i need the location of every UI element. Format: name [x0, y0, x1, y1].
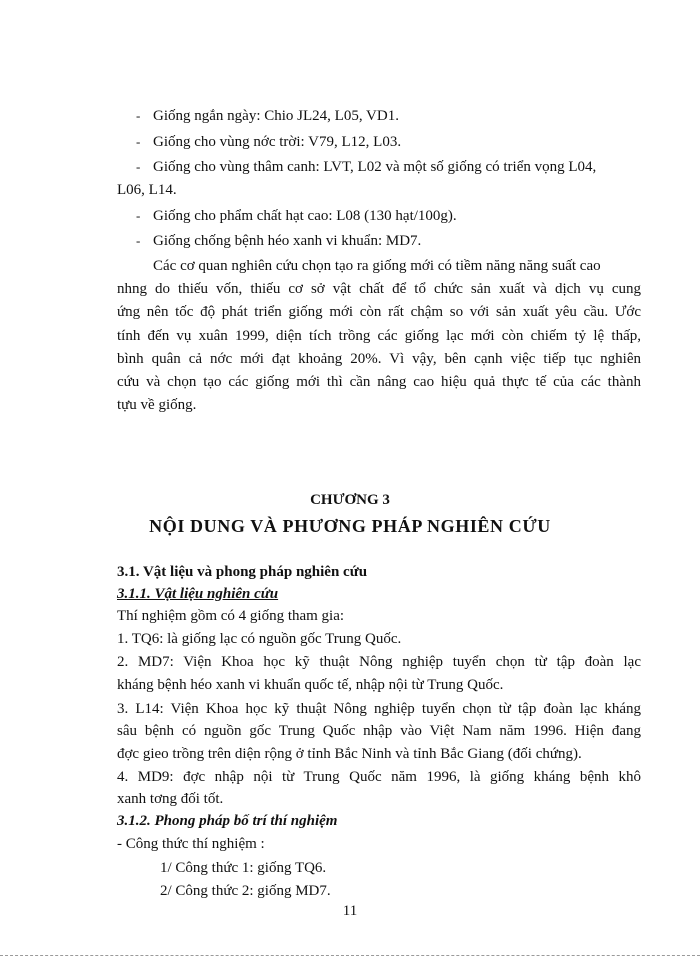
list-item-line: 2. MD7: Viện Khoa học kỹ thuật Nông nghiệp tuyển chọn từ tập đoàn lạc [117, 654, 641, 670]
chapter-title: NỘI DUNG VÀ PHƯƠNG PHÁP NGHIÊN CỨU [149, 516, 551, 536]
formula-item: 2/ Công thức 2: giống MD7. [160, 883, 331, 899]
bullet-text: Giống cho vùng thâm canh: LVT, L02 và một số giống có triển vọng L04, [153, 159, 597, 175]
page-bottom-divider [0, 955, 700, 956]
subsection-heading: 3.1.1. Vật liệu nghiên cứu [117, 586, 279, 602]
bullet-text: Giống cho vùng nớc trời: V79, L12, L03. [153, 134, 402, 150]
bullet-marker: - [136, 208, 141, 223]
bullet-marker: - [136, 159, 141, 174]
paragraph-line: nhng do thiếu vốn, thiếu cơ sở vật chất để tổ chức sản xuất và dịch vụ cung [117, 281, 641, 297]
paragraph-line: tựu về giống. [117, 397, 197, 413]
bullet-marker: - [136, 108, 141, 123]
paragraph-line: cứu và chọn tạo các giống mới thì cần nâng cao hiệu quả thực tế của các thành [117, 374, 641, 390]
section-heading: 3.1. Vật liệu và phong pháp nghiên cứu [117, 564, 368, 580]
list-item: 1. TQ6: là giống lạc có nguồn gốc Trung Quốc. [117, 631, 402, 647]
bullet-text: Giống chống bệnh héo xanh vi khuẩn: MD7. [153, 233, 422, 249]
paragraph-line: Các cơ quan nghiên cứu chọn tạo ra giống mới có tiềm năng năng suất cao [153, 258, 601, 274]
list-item-line: 4. MD9: đợc nhập nội từ Trung Quốc năm 1996, là giống kháng bệnh khô [117, 769, 641, 785]
list-item-line: sâu bệnh có nguồn gốc Trung Quốc nhập vào Việt Nam năm 1996. Hiện đang [117, 723, 641, 739]
paragraph-line: ứng nên tốc độ phát triển giống mới còn rất chậm so với sản xuất yêu cầu. Ước [117, 304, 641, 320]
bullet-marker: - [136, 134, 141, 149]
list-item-line: 3. L14: Viện Khoa học kỹ thuật Nông nghiệp tuyển chọn từ tập đoàn lạc kháng [117, 701, 641, 717]
formula-header: - Công thức thí nghiệm : [117, 836, 265, 852]
bullet-text: Giống ngắn ngày: Chio JL24, L05, VD1. [153, 108, 399, 124]
bullet-marker: - [136, 233, 141, 248]
bullet-text-continued: L06, L14. [117, 182, 177, 198]
subsection-heading: 3.1.2. Phong pháp bố trí thí nghiệm [117, 813, 338, 829]
list-item-line: xanh tơng đối tốt. [117, 791, 224, 807]
paragraph-line: bình quân cả nớc mới đạt khoảng 20%. Vì vậy, bên cạnh việc tiếp tục nghiên [117, 351, 641, 367]
chapter-number: CHƯƠNG 3 [310, 492, 390, 508]
body-line: Thí nghiệm gồm có 4 giống tham gia: [117, 608, 345, 624]
paragraph-line: tính đến vụ xuân 1999, diện tích trồng các giống lạc mới còn chiếm tỷ lệ thấp, [117, 328, 641, 344]
page-number: 11 [342, 903, 358, 919]
list-item-line: kháng bệnh héo xanh vi khuẩn quốc tế, nhập nội từ Trung Quốc. [117, 677, 504, 693]
formula-item: 1/ Công thức 1: giống TQ6. [160, 860, 327, 876]
bullet-text: Giống cho phẩm chất hạt cao: L08 (130 hạt/100g). [153, 208, 457, 224]
list-item-line: đợc gieo trồng trên diện rộng ở tỉnh Bắc Ninh và tỉnh Bắc Giang (đối chứng). [117, 746, 582, 762]
